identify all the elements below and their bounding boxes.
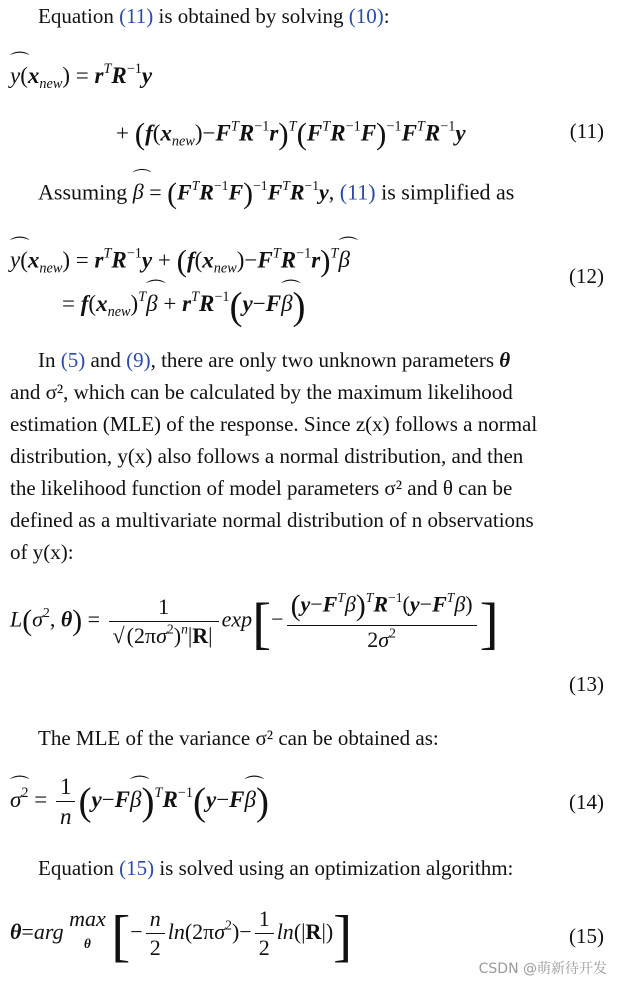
eq13-fraction-1: $\frac{1}{√(2\pi\sigma^2)^n|R|}$ (109, 596, 219, 647)
eq14-fraction: $\frac{1}{n}$ (56, 775, 76, 828)
equation-14: ⌒ $\sigma^2$ = $\frac{1}{n}$ (y−F⌒ $\beta)^TR^{-1}(y-F⌒$ β) (10, 775, 269, 828)
ref-link-5[interactable]: (5) (60, 348, 86, 372)
paragraph-line-7: of y(x): (10, 540, 74, 564)
equation-12-line-1: ⌒ $y(x_{new}) = r^TR^{-1}y$ + $(f(x_{new})-F^TR^{-1}r)^T⌒$ β (10, 245, 350, 276)
paragraph-line-1: In (5) and (9), there are only two unknown parameters θ (38, 348, 511, 372)
paragraph-line-3: estimation (MLE) of the response. Since z(x) follows a normal (10, 412, 538, 436)
equation-14-number: (14) (569, 790, 604, 814)
equation-11-line-1: ⌒ $y(x_{new}) = r^TR^{-1}y$ (10, 64, 152, 87)
paragraph-line-6: defined as a multivariate normal distribution of n observations (10, 508, 534, 532)
ref-link-11[interactable]: (11) (119, 4, 154, 28)
equation-15-number: (15) (569, 924, 604, 948)
equation-12-number: (12) (569, 264, 604, 288)
paragraph-line-4: distribution, y(x) also follows a normal distribution, and then (10, 444, 524, 468)
ref-link-15[interactable]: (15) (119, 856, 155, 880)
eq13-fraction-2: $\frac{(y-F^T\beta)^TR^{-1}(y-F^T\beta)}{2\sigma^2}$ (287, 592, 477, 651)
ref-link-10[interactable]: (10) (348, 4, 384, 28)
equation-13-number: (13) (569, 672, 604, 696)
ref-link-9[interactable]: (9) (126, 348, 151, 372)
assuming-sentence: Assuming ⌒ $\beta = (F^TR^{-1}F)^{-1}F^TR^{-1}y$, (11) is simplified as (38, 180, 514, 210)
ref-link-11b[interactable]: (11) (339, 179, 376, 205)
intro-sentence: Equation (11) is obtained by solving (10): (38, 4, 390, 28)
equation-11-line-2: + $(f(x_{new})-F^TR^{-1}r)^T(F^TR^{-1}F)^{-1}F^TR^{-1}y$ (116, 116, 466, 151)
solve-sentence: Equation (15) is solved using an optimization algorithm: (38, 856, 514, 880)
equation-11-number: (11) (569, 119, 604, 143)
equation-12-line-2: = $f(x_{new})^T⌒$ $\beta + r^TR^{-1}(y-F⌒$ β) (62, 287, 306, 326)
paragraph-line-5: the likelihood function of model parameters σ² and θ can be (10, 476, 513, 500)
eq15-fraction-1: $\frac{n}{2}$ (146, 908, 165, 959)
variance-sentence: The MLE of the variance σ² can be obtained as: (38, 726, 439, 750)
equation-15: θ=arg max θ [− $\frac{n}{2}$ $\ln(2\pi\sigma^2)-$ $\frac{1}{2}$ ln(|R|)] (10, 905, 353, 968)
equation-13: $L(\sigma^2$, θ) = $\frac{1}{√(2\pi\sigma^2)^n|R|}$ exp[− $\frac{(y-F^T\beta)^TR^{-1}(y-F^T\beta)}{2\sigma^2}$ ] (10, 589, 499, 656)
eq15-fraction-2: $\frac{1}{2}$ (255, 908, 274, 959)
paragraph-line-2: and σ², which can be calculated by the maximum likelihood (10, 380, 513, 404)
watermark: CSDN @萌新待开发 (478, 961, 607, 977)
